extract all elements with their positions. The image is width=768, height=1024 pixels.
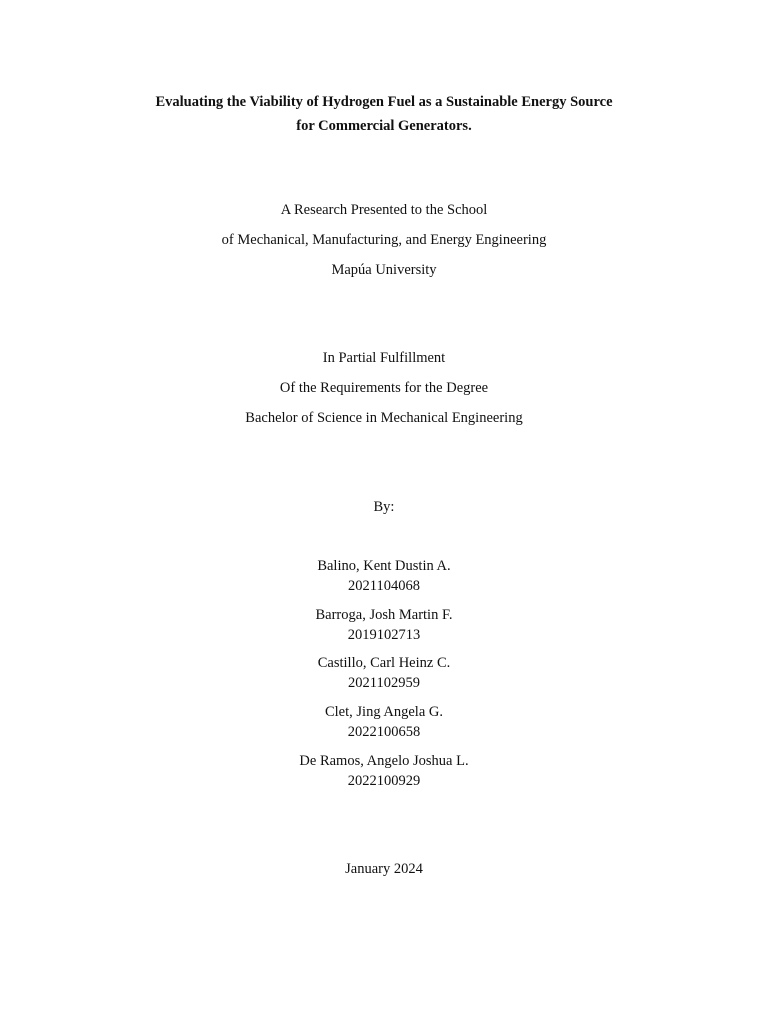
degree-name: Bachelor of Science in Mechanical Engineering — [245, 410, 523, 426]
presented-line-2: of Mechanical, Manufacturing, and Energy Engineering — [221, 232, 547, 248]
presented-line-1: A Research Presented to the School — [280, 202, 488, 218]
author-name: Castillo, Carl Heinz C. — [317, 655, 451, 671]
author-id: 2022100929 — [347, 773, 421, 789]
author-name: Clet, Jing Angela G. — [324, 704, 443, 720]
author-name: Balino, Kent Dustin A. — [317, 558, 451, 574]
author-name: Barroga, Josh Martin F. — [315, 607, 453, 623]
fulfillment-line-1: In Partial Fulfillment — [322, 350, 446, 366]
author-id: 2019102713 — [347, 627, 421, 643]
submission-date: January 2024 — [345, 861, 423, 877]
title-line-1: Evaluating the Viability of Hydrogen Fuel as a Sustainable Energy Source — [155, 94, 613, 110]
fulfillment-line-2: Of the Requirements for the Degree — [279, 380, 489, 396]
author-id: 2021104068 — [348, 578, 420, 594]
author-id: 2021102959 — [348, 675, 420, 691]
title-line-2: for Commercial Generators. — [296, 118, 472, 134]
university-name: Mapúa University — [331, 262, 437, 278]
author-name: De Ramos, Angelo Joshua L. — [299, 753, 469, 769]
by-label: By: — [373, 499, 395, 515]
author-id: 2022100658 — [347, 724, 421, 740]
